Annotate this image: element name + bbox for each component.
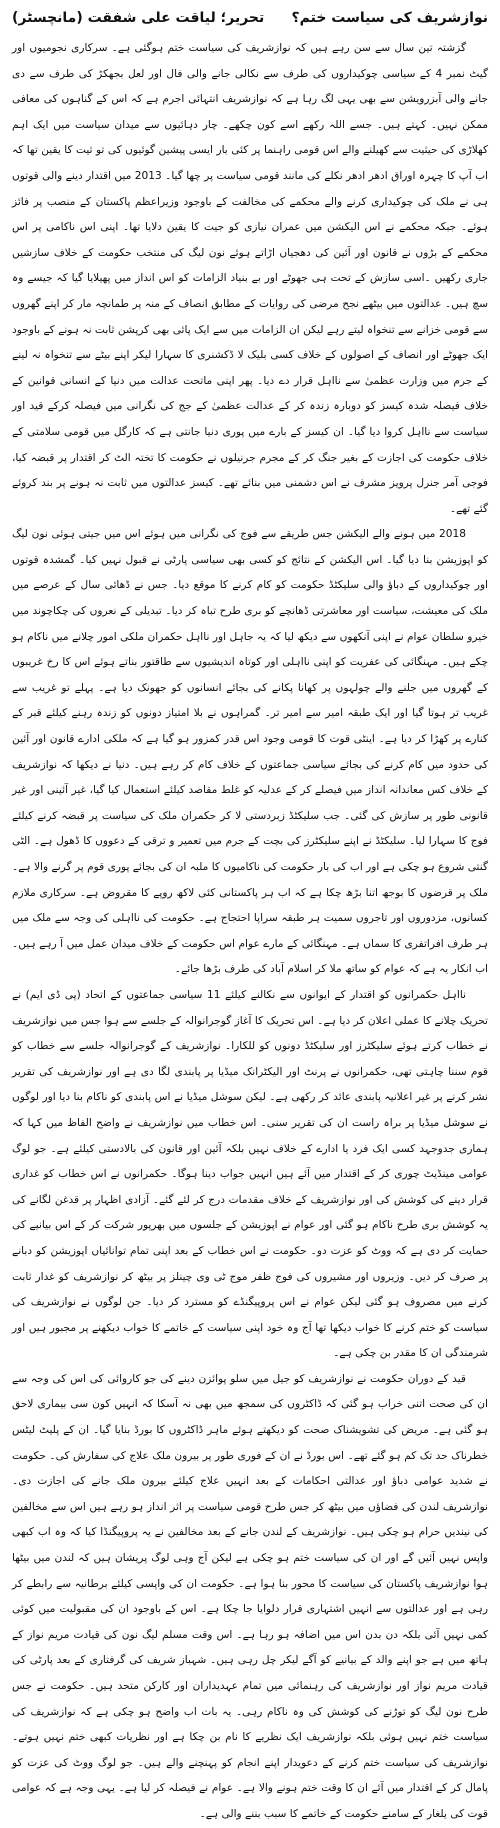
article-header	[12, 4, 488, 36]
paragraph-1: گزشتہ تین سال سے سن رہے ہیں کہ نوازشریف کی سیاست ختم ہوگئی ہے۔ سرکاری نجومیوں اور گیٹ نمبر 4 کے سیاسی چوکیداروں کی طرف سے نکالی جانے والی فال اور لعل بجھکڑ کی طرف سے دی جانے والی آبزرویشن سے بھی یہی لگ رہا ہے کہ نوازشریف انتہائی اجرم ہے کہ اس کے گناہوں کی معافی ممکن نہیں۔ کہتے ہیں۔ جسے اللہ رکھے اسے کون چکھے۔ چار دہائیوں سے میدان سیاست میں ایک اہم کھلاڑی کی حیثیت سے کھیلنے والے اس قومی راہنما پر کئی بار ایسی پیشین گوئیوں کی تو ثیت کا یقین تھا کہ اب آپ کا چہرہ اوراق ادھر ادھر نکلے کی مانند قومی سیاست پر چھا گیا۔ 2013 میں اقتدار دینے والی قوتوں ہی نے ملک کی چوکیداری کرنے والے محکمے کی مخالفت کے باوجود وزیراعظم پاکستان کے منصب پر فائز ہوئے۔ جبکہ محکمے نے اس الیکشن میں عمران نیازی کو جیت کا یقین دلایا تھا۔ اپنی اس ناکامی پر اس محکمے کے بڑوں نے قانون اور آئین کی دھجیاں اڑاتے ہوئے نون لیگ کی منتخب حکومت کے خلاف سازشیں جاری رکھیں ۔اسی سازش کے تحت ہی جھوٹے اور بے بنیاد الزامات کو اس انداز میں پھیلایا گیا کہ جیسے وہ سچ ہیں۔ عدالتوں میں بیٹھے نجح مرضی کی روایات کے مطابق انصاف کے منہ پر طمانچہ مار کر اپنے گھروں سے قومی خزانے سے تنخواہ لیتے رہے لیکن ان الزامات میں سے ایک پائی بھی کرپشن ثابت نہ ہونے کے باوجود ایک جھوٹے اور انصاف کے اصولوں کے خلاف کسی بلیک لا ڈکشنری کا سہارا لیکر اپنے بیٹے سے تنخواہ نہ لینے کے جرم میں وزارت عظمیٰ سے نااہل قرار دے دیا۔ پھر اپنی ماتحت عدالت میں دنیا کے انسانی قوانین کے خلاف فیصلہ شدہ کیسز کو دوبارہ زندہ کر کے عدالت عظمیٰ کے جج کی نگرانی میں فیصلہ کرکے قید اور سیاست سے نااہل کروا دیا گیا۔ ان کیسز کے بارے میں پوری دنیا جانتی ہے کہ کارگل میں قومی سلامتی کے خلاف حکومت کی اجازت کے بغیر جنگ کر کے مجرم جرنیلوں نے حکومت کا تختہ الٹ کر اقتدار پر قبضہ کیا، فوجی آمر جنرل پرویز مشرف نے اس دشمنی میں بنائے تھے۔ کیسز عدالتوں میں ثابت نہ ہونے پر بند کروئے گئے تھے۔	[12, 42, 488, 515]
paragraph-3: نااہل حکمرانوں کو اقتدار کے ایوانوں سے نکالنے کیلئے 11 سیاسی جماعتوں کے اتحاد (پی ڈی ایم) نے تحریک چلانے کا عملی اعلان کر دیا ہے۔ اس تحریک کا آغاز گوجرانوالہ کے جلسے سے ہوا جس میں نوازشریف نے خطاب کرتے ہوئے سلیکٹرز اور سلیکٹڈ دونوں کو للکارا۔ نوازشریف کے گوجرانوالہ جلسے سے خطاب کو قوم سننا چاہتی تھی، حکمرانوں نے پرنٹ اور الیکٹرانک میڈیا پر پابندی لگا دی ہے اور نوازشریف کی تقریر نشر کرنے پر غیر اعلانیہ پابندی عائد کر رکھی ہے۔ لیکن سوشل میڈیا نے اس پابندی کو ناکام بنا دیا اور لوگوں نے سوشل میڈیا پر براہ راست ان کی تقریر سنی۔ اس خطاب میں نوازشریف نے واضح الفاظ میں کہا کہ ہماری جدوجہد کسی ایک فرد یا ادارے کے خلاف نہیں بلکہ آئین اور قانون کی بالادستی کیلئے ہے۔ جو لوگ عوامی مینڈیٹ چوری کر کے اقتدار میں آئے ہیں انہیں جواب دینا ہوگا۔ حکمرانوں نے اس خطاب کو غداری قرار دینے کی کوشش کی اور نوازشریف کے خلاف مقدمات درج کر لئے گئے۔ آزادی اظہار پر قدغن لگانے کی یہ کوشش بری طرح ناکام ہو گئی اور عوام نے اپوزیشن کے جلسوں میں بھرپور شرکت کر کے اس بیانیے کی حمایت کر دی ہے کہ ووٹ کو عزت دو۔ حکومت نے اس خطاب کے بعد اپنی تمام توانائیاں اپوزیشن کو دبانے پر صرف کر دیں۔ وزیروں اور مشیروں کی فوج ظفر موج ٹی وی چینلز پر بیٹھ کر نوازشریف کو غدار ثابت کرنے میں مصروف ہو گئی لیکن عوام نے اس پروپیگنڈے کو مسترد کر دیا۔ جن لوگوں نے نوازشریف کی سیاست کو ختم کرنے کا خواب دیکھا تھا آج وہ خود اپنی سیاست کے خاتمے کا خواب دیکھنے پر مجبور ہیں اور شرمندگی ان کا مقدر بن چکی ہے۔	[12, 988, 488, 1360]
paragraph-2: 2018 میں ہونے والے الیکشن جس طریقے سے فوج کی نگرانی میں ہوئے اس میں جیتی ہوئی نون لیگ کو اپوزیشن بنا دیا گیا۔ اس الیکشن کے نتائج کو کسی بھی سیاسی پارٹی نے قبول نہیں کیا۔ گمشدہ قوتوں اور چوکیداروں کے دباؤ والی سلیکٹڈ حکومت کو کام کرنے کا موقع دیا۔ جس نے ڈھائی سال کے عرصے میں ملک کی معیشت، سیاست اور معاشرتی ڈھانچے کو بری طرح تباہ کر دیا۔ تبدیلی کے نعروں کی چکاچوند میں خیرو سلطان عوام نے اپنی آنکھوں سے دیکھ لیا کہ یہ جاہل اور نااہل حکمران ملکی امور چلانے میں ناکام ہو چکے ہیں۔ مہنگائی کی عفریت کو اپنی نااہلی اور کوتاہ اندیشیوں سے طاقتور بناتے ہوئے اس کا رخ غریبوں کے گھروں میں جلنے والے چولہوں پر کھانا پکانے کی بجائے انسانوں کو جھونک دیا ہے۔ پہلے تو غریب سے غریب تر ہوتا گیا اور ایک طبقہ امیر سے امیر تر۔ گمراہوں نے بلا امتیاز دونوں کو زندہ رہنے کیلئے قبر کے کنارے پر کھڑا کر دیا ہے۔ اینٹی قوت کا قومی وجود اس قدر کمزور ہو گیا ہے کہ ملکی ادارے قانون اور آئین کی حدود میں کام کرنے کی بجائے سیاسی جماعتوں کے خلاف کام کر رہے ہیں۔ دنیا نے دیکھا کہ نوازشریف کے خلاف کس معاندانہ انداز میں فیصلے کر کے عدلیہ کو غلط مقاصد کیلئے استعمال کیا گیا، غیر آئینی اور غیر قانونی طور پر سازش کی گئی۔ جب سلیکٹڈ زبردستی لا کر حکمران ملک کی سیاست پر قبضہ کرنے کیلئے فوج کا سہارا لیا۔ سلیکٹڈ نے اپنے سلیکٹرز کی بچت کے جرم میں تعمیر و ترقی کے دعووں کا ڈھول ہے۔ الٹی گنتی شروع ہو چکی ہے اور اب کی بار حکومت کی ناکامیوں کا ملبہ ان کی بجائے پوری قوم پر گرنے والا ہے۔ ملک پر قرضوں کا بوجھ اتنا بڑھ چکا ہے کہ اب ہر پاکستانی کئی لاکھ روپے کا مقروض ہے۔ سرکاری ملازم کسانوں، مزدوروں اور تاجروں سمیت ہر طبقہ سراپا احتجاج ہے۔ حکومت کی نااہلی کی وجہ سے ملک میں ہر طرف افراتفری کا سماں ہے۔ مہنگائی کے مارے عوام اس حکومت کے خلاف میدان عمل میں آ رہے ہیں۔ اب انکار یہ ہے کہ عوام کو ساتھ ملا کر اسلام آباد کی طرف بڑھا جائے۔	[12, 528, 488, 976]
article-title: نوازشریف کی سیاست ختم؟	[291, 10, 488, 26]
paragraph-4: قید کے دوران حکومت نے نوازشریف کو جیل میں سلو پوائزن دینے کی جو کاروائی کی اس کی وجہ سے ان کی صحت اتنی خراب ہو گئی کہ ڈاکٹروں کی سمجھ میں بھی نہ آسکا کہ انہیں کون سی بیماری لاحق ہو گئی ہے۔ مریض کی تشویشناک صحت کو دیکھتے ہوئے ماہر ڈاکٹروں کا بورڈ بنایا گیا۔ ان کے پلیٹ لیٹس خطرناک حد تک کم ہو گئے تھے۔ اس بورڈ نے ان کے فوری طور پر بیرون ملک علاج کی سفارش کی۔ حکومت نے شدید عوامی دباؤ اور عدالتی احکامات کے بعد انہیں علاج کیلئے بیرون ملک جانے کی اجازت دی۔ نوازشریف لندن کی فضاؤں میں بیٹھ کر جس طرح قومی سیاست پر اثر انداز ہو رہے ہیں اس سے مخالفین کی نیندیں حرام ہو چکی ہیں۔ نوازشریف کے لندن جانے کے بعد مخالفین نے یہ پروپیگنڈا کیا کہ وہ اب کبھی واپس نہیں آئیں گے اور ان کی سیاست ختم ہو چکی ہے لیکن آج وہی لوگ پریشان ہیں کہ لندن میں بیٹھا ہوا نوازشریف پاکستان کی سیاست کا محور بنا ہوا ہے۔ حکومت ان کی واپسی کیلئے برطانیہ سے رابطے کر رہی ہے اور عدالتوں سے انہیں اشتہاری قرار دلوایا جا چکا ہے۔ اس کے باوجود ان کی مقبولیت میں کوئی کمی نہیں آئی بلکہ دن بدن اس میں اضافہ ہو رہا ہے۔ اس وقت مسلم لیگ نون کی قیادت مریم نواز کے ہاتھ میں ہے جو اپنے والد کے بیانیے کو آگے لیکر چل رہی ہیں۔ شہباز شریف کی گرفتاری کے بعد پارٹی کی قیادت مریم نواز اور نوازشریف کی رہنمائی میں تمام عہدیداران اور کارکن متحد ہیں۔ حکومت نے جس طرح نون لیگ کو توڑنے کی کوشش کی وہ ناکام رہی۔ یہ بات اب واضح ہو چکی ہے کہ نوازشریف کی سیاست ختم نہیں ہوئی بلکہ نوازشریف ایک نظریے کا نام بن چکا ہے اور نظریات کبھی ختم نہیں ہوتے۔ نوازشریف کی سیاست ختم کرنے کے دعویدار اپنے انجام کو پہنچنے والے ہیں۔ جو لوگ ووٹ کی عزت کو پامال کر کے اقتدار میں آئے ان کا وقت ختم ہونے والا ہے۔ عوام نے فیصلہ کر لیا ہے۔ یہی وجہ ہے کہ عوامی قوت کی یلغار کے سامنے حکومت کے خاتمے کا سبب بننے والی ہے۔	[12, 1372, 488, 1820]
article-byline: تحریر؛ لیاقت علی شفقت (مانچسٹر)	[12, 10, 265, 26]
article-body	[12, 36, 488, 1828]
